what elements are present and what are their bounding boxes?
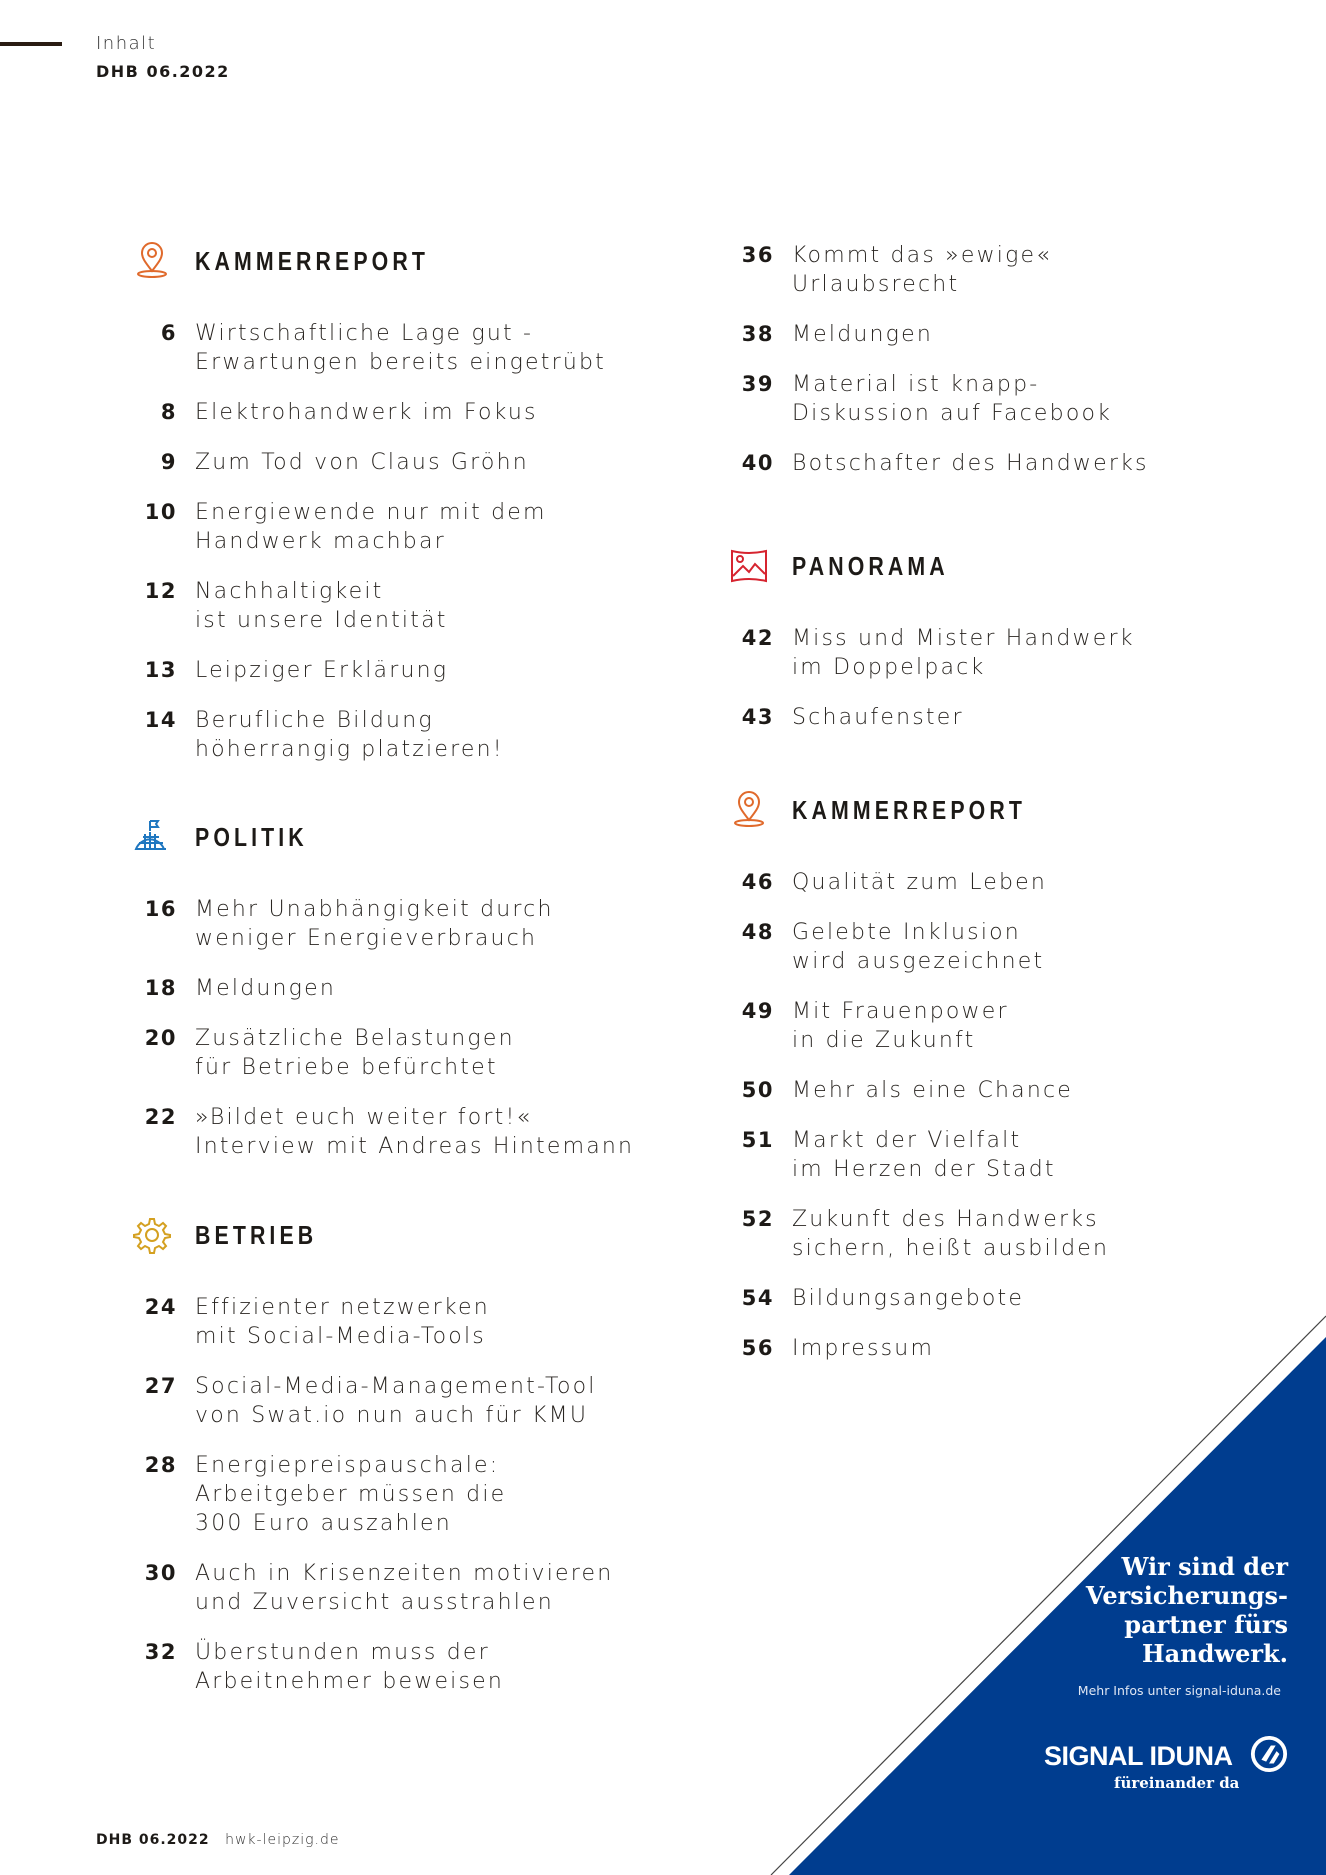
section-heading xyxy=(195,1215,755,1255)
toc-entry[interactable] xyxy=(741,1076,1326,1105)
ad-brand-logo: SIGNAL IDUNA xyxy=(1044,1741,1233,1771)
entry-title-line: weniger Energieverbrauch xyxy=(195,926,538,951)
entry-title-line: Impressum xyxy=(792,1336,935,1361)
toc-entry[interactable] xyxy=(144,1024,755,1082)
section-title: BETRIEB xyxy=(195,1219,318,1250)
toc-entry[interactable] xyxy=(741,868,1326,897)
ad-info[interactable]: Mehr Infos unter signal-iduna.de xyxy=(1077,1683,1281,1698)
toc-entry[interactable] xyxy=(144,895,755,953)
page-number: 28 xyxy=(144,1453,177,1477)
entry-title-line: 300 Euro auszahlen xyxy=(195,1511,452,1536)
page-number: 13 xyxy=(144,658,177,682)
ad-headline-line: Handwerk. xyxy=(1141,1639,1288,1668)
entry-title-line: im Herzen der Stadt xyxy=(792,1157,1056,1182)
toc-entry[interactable] xyxy=(144,656,755,685)
toc-entry[interactable] xyxy=(741,1284,1326,1313)
toc-entry[interactable] xyxy=(160,398,755,427)
page-number: 22 xyxy=(144,1105,177,1129)
page-number: 6 xyxy=(160,321,177,345)
toc-entry[interactable] xyxy=(741,241,1326,299)
page-number: 38 xyxy=(741,322,774,346)
signal-iduna-logo-icon xyxy=(1250,1735,1288,1773)
entry-title-line: wird ausgezeichnet xyxy=(792,949,1045,974)
entry-title-line: »Bildet euch weiter fort!« xyxy=(195,1105,533,1130)
ad-headline-line: partner fürs xyxy=(1124,1610,1288,1639)
page-number: 39 xyxy=(741,372,774,396)
ad-headline-line: Wir sind der xyxy=(1121,1552,1288,1581)
toc-section xyxy=(741,241,1326,499)
toc-section xyxy=(144,241,755,785)
section-title: KAMMERREPORT xyxy=(195,245,429,276)
parliament-dome-icon xyxy=(129,817,175,857)
entry-title-line: Urlaubsrecht xyxy=(792,272,960,297)
entry-title-line: Arbeitnehmer beweisen xyxy=(195,1669,505,1694)
entry-title-line: Zusätzliche Belastungen xyxy=(195,1026,515,1051)
entry-title-line: Gelebte Inklusion xyxy=(792,920,1021,945)
page-number: 10 xyxy=(144,500,177,524)
map-pin-icon xyxy=(726,790,772,830)
toc-section xyxy=(144,1215,755,1717)
entry-title-line: Meldungen xyxy=(195,976,336,1001)
ad-tagline: füreinander da xyxy=(1114,1774,1240,1792)
toc-entry[interactable] xyxy=(741,624,1326,682)
section-heading xyxy=(792,546,1326,586)
toc-entry[interactable] xyxy=(144,1372,755,1430)
page-number: 43 xyxy=(741,705,774,729)
entry-title-line: Leipziger Erklärung xyxy=(195,658,449,683)
section-title: POLITIK xyxy=(195,821,308,852)
section-heading xyxy=(195,241,755,281)
entry-title-line: Energiewende nur mit dem xyxy=(195,500,547,525)
entry-title-line: Social-Media-Management-Tool xyxy=(195,1374,597,1399)
page-number: 54 xyxy=(741,1286,774,1310)
toc-entry[interactable] xyxy=(144,974,755,1003)
entry-title-line: ist unsere Identität xyxy=(195,608,448,633)
page-number: 52 xyxy=(741,1207,774,1231)
toc-entry[interactable] xyxy=(741,370,1326,428)
page-number: 30 xyxy=(144,1561,177,1585)
image-icon xyxy=(726,546,772,586)
issue-label: DHB 06.2022 xyxy=(96,62,230,81)
entry-title-line: sichern, heißt ausbilden xyxy=(792,1236,1110,1261)
page-number: 32 xyxy=(144,1640,177,1664)
entry-title-line: Markt der Vielfalt xyxy=(792,1128,1022,1153)
page-number: 14 xyxy=(144,708,177,732)
entry-title-line: und Zuversicht ausstrahlen xyxy=(195,1590,554,1615)
entry-title-line: Schaufenster xyxy=(792,705,964,730)
footer-issue: DHB 06.2022 xyxy=(96,1832,210,1848)
toc-entry[interactable] xyxy=(160,319,755,377)
entry-title-line: Mehr Unabhängigkeit durch xyxy=(195,897,554,922)
section-heading xyxy=(195,817,755,857)
entry-title-line: Qualität zum Leben xyxy=(792,870,1048,895)
page-number: 49 xyxy=(741,999,774,1023)
toc-entry[interactable] xyxy=(741,918,1326,976)
toc-section xyxy=(741,790,1326,1384)
page-number: 48 xyxy=(741,920,774,944)
entry-title-line: im Doppelpack xyxy=(792,655,986,680)
page-number: 36 xyxy=(741,243,774,267)
toc-entry[interactable] xyxy=(160,448,755,477)
entry-title-line: Interview mit Andreas Hintemann xyxy=(195,1134,635,1159)
toc-entry[interactable] xyxy=(144,577,755,635)
entry-title-line: Auch in Krisenzeiten motivieren xyxy=(195,1561,614,1586)
toc-entry[interactable] xyxy=(144,498,755,556)
page-number: 12 xyxy=(144,579,177,603)
toc-entry[interactable] xyxy=(741,1126,1326,1184)
section-heading xyxy=(792,790,1326,830)
entry-title-line: Mit Frauenpower xyxy=(792,999,1009,1024)
page-number: 50 xyxy=(741,1078,774,1102)
entry-title-line: Zukunft des Handwerks xyxy=(792,1207,1099,1232)
entry-title-line: Diskussion auf Facebook xyxy=(792,401,1113,426)
entry-title-line: Bildungsangebote xyxy=(792,1286,1025,1311)
page-number: 9 xyxy=(160,450,177,474)
page-number: 24 xyxy=(144,1295,177,1319)
entry-title-line: Handwerk machbar xyxy=(195,529,446,554)
entry-title-line: von Swat.io nun auch für KMU xyxy=(195,1403,589,1428)
entry-title-line: Material ist knapp- xyxy=(792,372,1040,397)
page-number: 16 xyxy=(144,897,177,921)
page-number: 40 xyxy=(741,451,774,475)
entry-title-line: Wirtschaftliche Lage gut - xyxy=(195,321,534,346)
entry-title-line: Erwartungen bereits eingetrübt xyxy=(195,350,606,375)
toc-entry[interactable] xyxy=(741,703,1326,732)
entry-title-line: Effizienter netzwerken xyxy=(195,1295,490,1320)
toc-entry[interactable] xyxy=(144,1293,755,1351)
entry-title-line: Meldungen xyxy=(792,322,933,347)
page-number: 18 xyxy=(144,976,177,1000)
toc-entry[interactable] xyxy=(741,1334,1326,1363)
page-number: 20 xyxy=(144,1026,177,1050)
page-number: 56 xyxy=(741,1336,774,1360)
toc-entry[interactable] xyxy=(741,997,1326,1055)
entry-title-line: höherrangig platzieren! xyxy=(195,737,504,762)
entry-title-line: Elektrohandwerk im Fokus xyxy=(195,400,538,425)
section-label: Inhalt xyxy=(96,33,157,54)
footer xyxy=(96,1832,339,1848)
section-title: KAMMERREPORT xyxy=(792,794,1026,825)
entry-title-line: Berufliche Bildung xyxy=(195,708,434,733)
toc-entry[interactable] xyxy=(144,1103,755,1161)
toc-section xyxy=(144,817,755,1182)
ad-headline xyxy=(1086,1552,1288,1668)
toc-entry[interactable] xyxy=(741,1205,1326,1263)
section-title: PANORAMA xyxy=(792,550,949,581)
entry-title-line: mit Social-Media-Tools xyxy=(195,1324,486,1349)
toc-entry[interactable] xyxy=(144,1451,755,1538)
footer-url[interactable]: hwk-leipzig.de xyxy=(225,1832,340,1848)
entry-title-line: Energiepreispauschale: xyxy=(195,1453,500,1478)
page-number: 51 xyxy=(741,1128,774,1152)
page-number: 8 xyxy=(160,400,177,424)
entry-title-line: Arbeitgeber müssen die xyxy=(195,1482,507,1507)
entry-title-line: Botschafter des Handwerks xyxy=(792,451,1149,476)
toc-entry[interactable] xyxy=(741,320,1326,349)
entry-title-line: in die Zukunft xyxy=(792,1028,976,1053)
page-number: 27 xyxy=(144,1374,177,1398)
entry-title-line: Miss und Mister Handwerk xyxy=(792,626,1135,651)
entry-title-line: Überstunden muss der xyxy=(195,1640,490,1665)
entry-title-line: für Betriebe befürchtet xyxy=(195,1055,498,1080)
page-number: 42 xyxy=(741,626,774,650)
entry-title-line: Kommt das »ewige« xyxy=(792,243,1052,268)
gear-icon xyxy=(129,1215,175,1255)
ad-headline-line: Versicherungs- xyxy=(1085,1581,1288,1610)
toc-entry[interactable] xyxy=(741,449,1326,478)
entry-title-line: Mehr als eine Chance xyxy=(792,1078,1074,1103)
entry-title-line: Zum Tod von Claus Gröhn xyxy=(195,450,529,475)
toc-entry[interactable] xyxy=(144,706,755,764)
toc-entry[interactable] xyxy=(144,1559,755,1617)
entry-title-line: Nachhaltigkeit xyxy=(195,579,384,604)
map-pin-icon xyxy=(129,241,175,281)
toc-section xyxy=(741,546,1326,753)
page-number: 46 xyxy=(741,870,774,894)
toc-entry[interactable] xyxy=(144,1638,755,1696)
